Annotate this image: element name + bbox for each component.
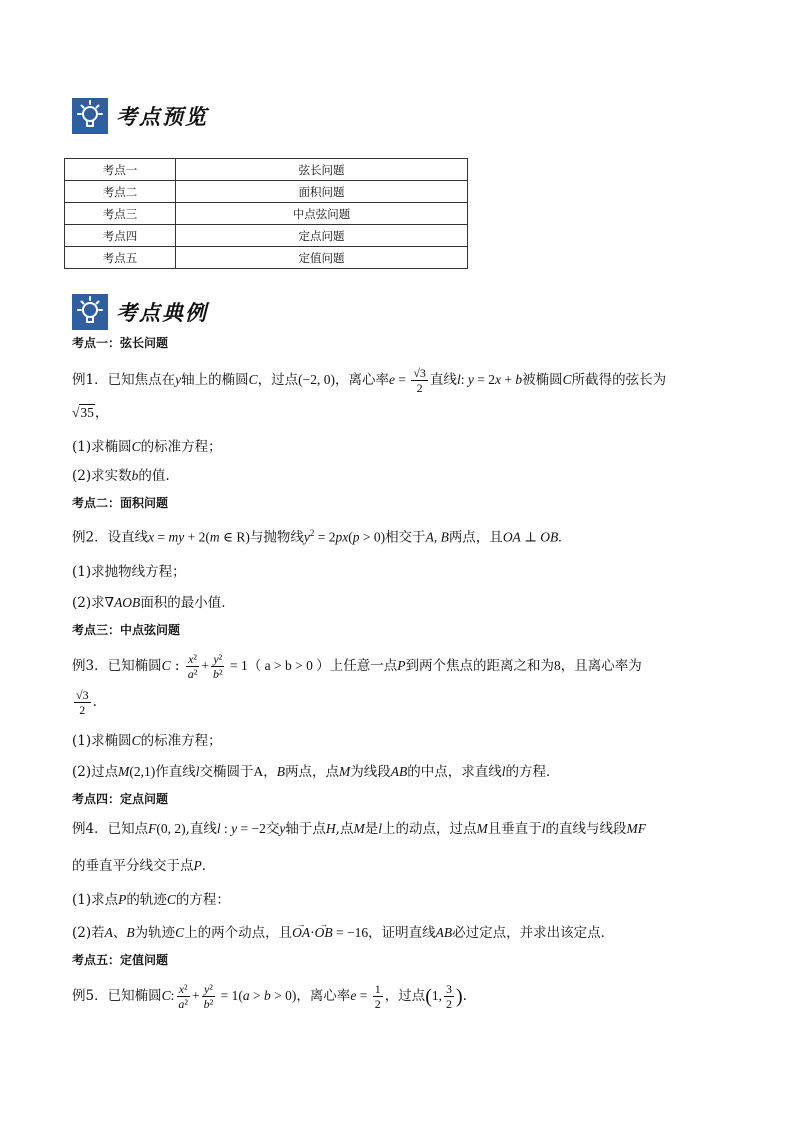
question: (2)求∇AOB面积的最小值. bbox=[72, 595, 226, 611]
table-row: 考点二 面积问题 bbox=[65, 181, 468, 203]
question: (2)若A、B为轨迹C上的两个动点，且→ OA·→ OB = −16，证明直线AB必过定点，并求出该定点． bbox=[72, 924, 614, 942]
topic-label: 考点二：面积问题 bbox=[72, 496, 169, 510]
section-title: 考点预览 bbox=[116, 104, 208, 129]
table-row: 考点三 中点弦问题 bbox=[65, 203, 468, 225]
example-3-line: $\frac{√3}{2}$ . bbox=[76, 688, 97, 717]
topic-label: 考点五：定值问题 bbox=[72, 953, 169, 967]
preview-header bbox=[72, 96, 208, 136]
topic-label: 考点四：定点问题 bbox=[72, 792, 169, 806]
topic-table bbox=[64, 158, 468, 269]
topic-label: 考点三：中点弦问题 bbox=[72, 623, 181, 637]
example-1-line: √35， bbox=[72, 405, 109, 421]
example-5-line: 例5．已知椭圆C: $\frac{\text{x²}}{\text{a²}}$ + $\frac{\text{y²}}{\text{b²}}$ = 1(a > b > 0)，离心率e = $\frac{1}{2}$ ，过点(1, $\frac{3}{2}$ ). bbox=[72, 982, 467, 1011]
topic-label: 考点一：弦长问题 bbox=[72, 336, 169, 350]
table-row: 考点五 定值问题 bbox=[65, 247, 468, 269]
example-4-line: 的垂直平分线交于点P． bbox=[72, 858, 216, 874]
question: (1)求椭圆C的标准方程； bbox=[72, 733, 222, 749]
example-1-line: 例1．已知焦点在y轴上的椭圆C，过点(−2, 0)，离心率e = $\frac{√3}{2}$ 直线l: y = 2x + b被椭圆C所截得的弦长为 bbox=[72, 366, 667, 395]
question: (2)过点M(2,1)作直线l交椭圆于A，B两点，点M为线段AB的中点，求直线l的方程． bbox=[72, 764, 560, 780]
example-4-line: 例4．已知点F(0, 2),直线l : y = −2交y轴于点H,点M是l上的动点，过点M且垂直于l的直线与线段MF bbox=[72, 821, 646, 837]
lightbulb-icon bbox=[72, 98, 108, 134]
example-2-line: 例2．设直线x = my + 2(m ∈ R)与抛物线$y^2 = 2px(p > 0)$相交于A, B两点，且OA ⊥ OB. bbox=[72, 528, 562, 546]
table-row: 考点四 定点问题 bbox=[65, 225, 468, 247]
table-row: 考点一 弦长问题 bbox=[65, 159, 468, 181]
lightbulb-icon bbox=[72, 294, 108, 330]
examples-header bbox=[72, 292, 208, 332]
section-title: 考点典例 bbox=[116, 300, 208, 325]
question: (2)求实数b的值. bbox=[72, 468, 170, 484]
question: (1)求椭圆C的标准方程； bbox=[72, 439, 222, 455]
question: (1)求点P的轨迹C的方程： bbox=[72, 892, 230, 908]
example-3-line: 例3．已知椭圆C : $\frac{\text{x²}}{\text{a²}}$ + $\frac{\text{y²}}{\text{b²}}$ = 1（ a > b > 0 ）上任意一点P到两个焦点的距离之和为8，且离心率为 bbox=[72, 652, 642, 681]
question: (1)求抛物线方程； bbox=[72, 564, 186, 580]
